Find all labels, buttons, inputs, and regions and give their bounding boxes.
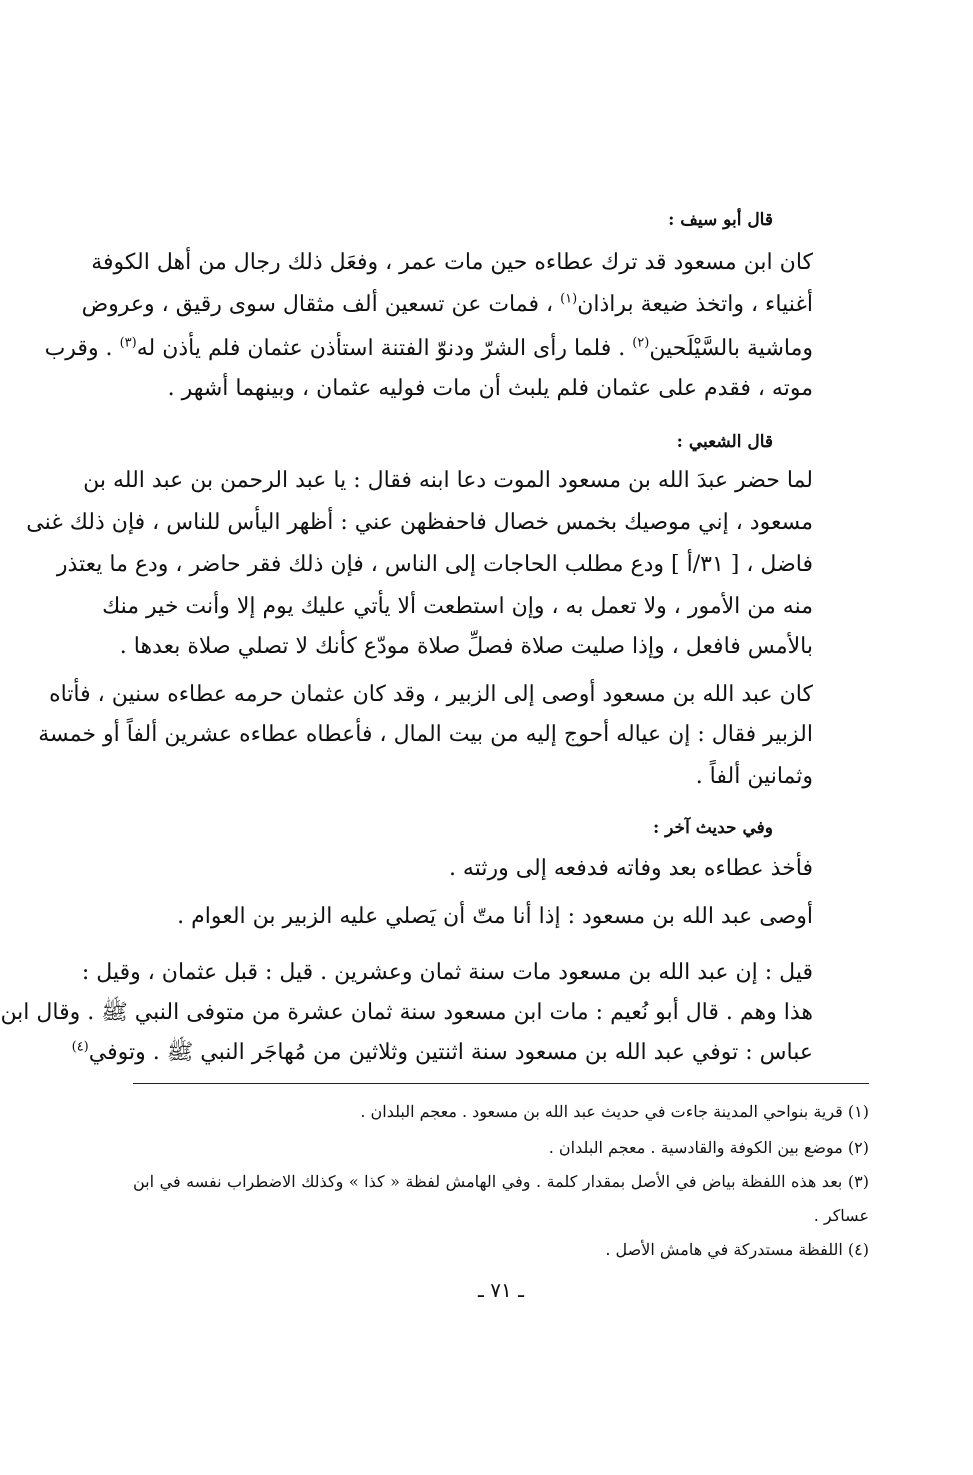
footnote: عساكر . — [813, 1206, 869, 1225]
text-line: لما حضر عبدَ الله بن مسعود الموت دعا ابنه فقال : يا عبد الرحمن بن عبد الله بن — [83, 468, 813, 493]
footnote: (٢) موضع بين الكوفة والقادسية . معجم البلدان . — [548, 1138, 869, 1157]
text-line: كان ابن مسعود قد ترك عطاءه حين مات عمر ، وفعَل ذلك رجال من أهل الكوفة — [91, 250, 813, 275]
text-line — [81, 291, 813, 317]
section-heading: قال الشعبي : — [676, 432, 773, 452]
text-line: أوصى عبد الله بن مسعود : إذا أنا متّ أن يَصلي عليه الزبير بن العوام . — [177, 904, 813, 929]
text-line — [71, 1039, 813, 1065]
footnote-mark: (٣) — [119, 335, 137, 351]
text-line: فأخذ عطاءه بعد وفاته فدفعه إلى ورثته . — [448, 856, 813, 881]
text-line: فاضل ، [ ٣١/أ ] ودع مطلب الحاجات إلى الناس ، فإن ذلك فقر حاضر ، ودع ما يعتذر — [56, 552, 813, 577]
section-heading: وفي حديث آخر : — [652, 818, 773, 838]
footnote: (٤) اللفظة مستدركة في هامش الأصل . — [605, 1240, 869, 1259]
text-fragment: . وقرب — [44, 336, 120, 361]
footnote-mark: (١) — [560, 291, 578, 307]
text-line: منه من الأمور ، ولا تعمل به ، وإن استطعت ألا يأتي عليك يوم إلا وأنت خير منك — [102, 594, 813, 619]
section-heading: قال أبو سيف : — [668, 210, 773, 230]
footnote: (١) قرية بنواحي المدينة جاءت في حديث عبد الله بن مسعود . معجم البلدان . — [360, 1102, 869, 1121]
text-line — [44, 335, 813, 361]
text-line: مسعود ، إني موصيك بخمس خصال فاحفظهن عني : أظهر اليأس للناس ، فإن ذلك غنى — [26, 510, 813, 535]
text-line: كان عبد الله بن مسعود أوصى إلى الزبير ، وقد كان عثمان حرمه عطاءه سنين ، فأتاه — [49, 682, 813, 707]
text-fragment: أغنياء ، واتخذ ضيعة براذان — [577, 292, 813, 317]
text-fragment: . فلما رأى الشرّ ودنوّ الفتنة استأذن عثمان فلم يأذن له — [136, 336, 633, 361]
text-fragment: عباس : توفي عبد الله بن مسعود سنة اثنتين وثلاثين من مُهاجَر النبي ﷺ . وتوفي — [88, 1040, 813, 1065]
footnote-divider — [133, 1083, 869, 1084]
text-line: بالأمس فافعل ، وإذا صليت صلاة فصلِّ صلاة مودّع كأنك لا تصلي صلاة بعدها . — [119, 634, 813, 659]
text-line: موته ، فقدم على عثمان فلم يلبث أن مات فوليه عثمان ، وبينهما أشهر . — [167, 376, 813, 401]
text-line: الزبير فقال : إن عياله أحوج إليه من بيت المال ، فأعطاه عطاءه عشرين ألفاً أو خمسة — [38, 722, 813, 747]
text-line: وثمانين ألفاً . — [695, 764, 813, 789]
text-fragment: وماشية بالسَّيْلَحين — [649, 336, 813, 361]
text-fragment: ، فمات عن تسعين ألف مثقال سوى رقيق ، وعروض — [81, 292, 561, 317]
footnote-mark: (٤) — [71, 1039, 89, 1055]
page-number: ـ ٧١ ـ — [478, 1278, 524, 1302]
text-line: هذا وهم . قال أبو نُعيم : مات ابن مسعود سنة ثمان عشرة من متوفى النبي ﷺ . وقال ابن — [0, 1000, 813, 1025]
footnote-mark: (٢) — [632, 335, 650, 351]
footnote: (٣) بعد هذه اللفظة بياض في الأصل بمقدار كلمة . وفي الهامش لفظة « كذا » وكذلك الاضطراب نفسه في ابن — [133, 1172, 869, 1191]
text-line: قيل : إن عبد الله بن مسعود مات سنة ثمان وعشرين . قيل : قبل عثمان ، وقيل : — [81, 960, 813, 985]
